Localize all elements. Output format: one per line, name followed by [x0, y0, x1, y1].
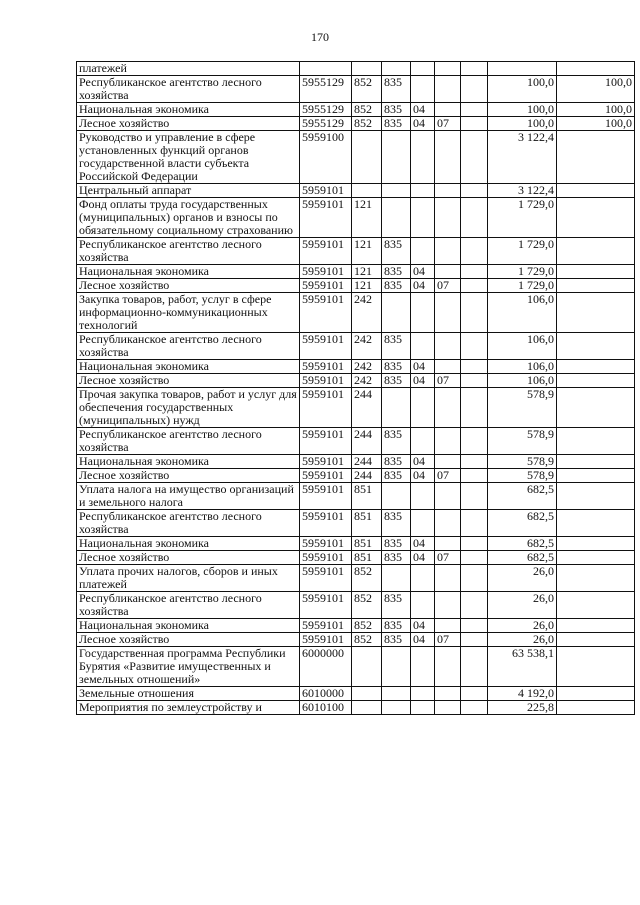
- expense-type-code-cell: 242: [352, 293, 382, 333]
- section-code-cell: 04: [411, 619, 435, 633]
- amount-secondary-cell: [557, 198, 635, 238]
- amount-cell: 578,9: [488, 428, 557, 455]
- target-article-code-cell: 5959100: [300, 131, 352, 184]
- section-code-cell: [411, 592, 435, 619]
- target-article-code-cell: 5959101: [300, 374, 352, 388]
- row-name-cell: Государственная программа Республики Бурятия «Развитие имущественных и земельных отношений»: [77, 647, 300, 687]
- amount-cell: 682,5: [488, 483, 557, 510]
- target-article-code-cell: 5959101: [300, 483, 352, 510]
- blank-cell: [461, 428, 488, 455]
- amount-secondary-cell: [557, 565, 635, 592]
- subsection-code-cell: 07: [435, 633, 461, 647]
- table-row: [77, 62, 635, 76]
- amount-cell: 1 729,0: [488, 279, 557, 293]
- target-article-code-cell: 5959101: [300, 565, 352, 592]
- subsection-code-cell: [435, 333, 461, 360]
- amount-secondary-cell: [557, 701, 635, 715]
- target-article-code-cell: 5959101: [300, 619, 352, 633]
- blank-cell: [461, 76, 488, 103]
- row-name-cell: Республиканское агентство лесного хозяйства: [77, 76, 300, 103]
- target-article-code-cell: 5959101: [300, 455, 352, 469]
- target-article-code-cell: 5959101: [300, 428, 352, 455]
- ministry-code-cell: 835: [382, 333, 411, 360]
- row-name-cell: Национальная экономика: [77, 455, 300, 469]
- row-name-cell: Национальная экономика: [77, 103, 300, 117]
- amount-secondary-cell: [557, 293, 635, 333]
- subsection-code-cell: [435, 388, 461, 428]
- row-name-cell: Закупка товаров, работ, услуг в сфере информационно-коммуникационных технологий: [77, 293, 300, 333]
- expense-type-code-cell: 851: [352, 483, 382, 510]
- blank-cell: [461, 510, 488, 537]
- target-article-code-cell: 5959101: [300, 198, 352, 238]
- subsection-code-cell: [435, 687, 461, 701]
- blank-cell: [461, 360, 488, 374]
- subsection-code-cell: [435, 647, 461, 687]
- expense-type-code-cell: 242: [352, 333, 382, 360]
- row-name-cell: Лесное хозяйство: [77, 374, 300, 388]
- table-row: [77, 483, 635, 510]
- ministry-code-cell: 835: [382, 428, 411, 455]
- amount-secondary-cell: 100,0: [557, 76, 635, 103]
- ministry-code-cell: [382, 687, 411, 701]
- expense-type-code-cell: [352, 647, 382, 687]
- blank-cell: [461, 103, 488, 117]
- section-code-cell: [411, 687, 435, 701]
- ministry-code-cell: 835: [382, 279, 411, 293]
- expense-type-code-cell: 852: [352, 117, 382, 131]
- amount-cell: 1 729,0: [488, 265, 557, 279]
- subsection-code-cell: 07: [435, 469, 461, 483]
- expense-type-code-cell: 242: [352, 360, 382, 374]
- subsection-code-cell: 07: [435, 279, 461, 293]
- ministry-code-cell: [382, 388, 411, 428]
- expense-type-code-cell: [352, 131, 382, 184]
- ministry-code-cell: 835: [382, 265, 411, 279]
- amount-cell: 225,8: [488, 701, 557, 715]
- section-code-cell: [411, 510, 435, 537]
- row-name-cell: Лесное хозяйство: [77, 469, 300, 483]
- section-code-cell: 04: [411, 469, 435, 483]
- amount-cell: 3 122,4: [488, 184, 557, 198]
- amount-cell: 100,0: [488, 103, 557, 117]
- subsection-code-cell: [435, 483, 461, 510]
- table-row: [77, 428, 635, 455]
- ministry-code-cell: [382, 647, 411, 687]
- table-row: [77, 551, 635, 565]
- subsection-code-cell: [435, 238, 461, 265]
- table-row: [77, 510, 635, 537]
- section-code-cell: 04: [411, 374, 435, 388]
- expense-type-code-cell: 121: [352, 238, 382, 265]
- table-row: [77, 592, 635, 619]
- target-article-code-cell: 5955129: [300, 76, 352, 103]
- row-name-cell: Национальная экономика: [77, 619, 300, 633]
- blank-cell: [461, 551, 488, 565]
- subsection-code-cell: [435, 537, 461, 551]
- subsection-code-cell: [435, 62, 461, 76]
- row-name-cell: Республиканское агентство лесного хозяйства: [77, 428, 300, 455]
- section-code-cell: 04: [411, 633, 435, 647]
- row-name-cell: Уплата налога на имущество организаций и земельного налога: [77, 483, 300, 510]
- section-code-cell: [411, 238, 435, 265]
- expense-type-code-cell: [352, 184, 382, 198]
- expense-type-code-cell: 852: [352, 633, 382, 647]
- amount-secondary-cell: [557, 619, 635, 633]
- amount-cell: 106,0: [488, 360, 557, 374]
- target-article-code-cell: 5959101: [300, 510, 352, 537]
- blank-cell: [461, 374, 488, 388]
- ministry-code-cell: 835: [382, 510, 411, 537]
- target-article-code-cell: 6010000: [300, 687, 352, 701]
- subsection-code-cell: [435, 131, 461, 184]
- amount-secondary-cell: [557, 647, 635, 687]
- target-article-code-cell: 5959101: [300, 537, 352, 551]
- ministry-code-cell: 835: [382, 551, 411, 565]
- amount-cell: 26,0: [488, 633, 557, 647]
- row-name-cell: Республиканское агентство лесного хозяйства: [77, 333, 300, 360]
- table-row: [77, 333, 635, 360]
- section-code-cell: [411, 701, 435, 715]
- row-name-cell: Лесное хозяйство: [77, 117, 300, 131]
- expense-type-code-cell: 244: [352, 428, 382, 455]
- row-name-cell: Республиканское агентство лесного хозяйства: [77, 238, 300, 265]
- table-row: [77, 455, 635, 469]
- amount-cell: 578,9: [488, 455, 557, 469]
- amount-secondary-cell: [557, 551, 635, 565]
- amount-cell: 578,9: [488, 469, 557, 483]
- table-row: [77, 687, 635, 701]
- target-article-code-cell: 5959101: [300, 265, 352, 279]
- amount-cell: [488, 62, 557, 76]
- subsection-code-cell: [435, 428, 461, 455]
- subsection-code-cell: [435, 592, 461, 619]
- section-code-cell: [411, 184, 435, 198]
- subsection-code-cell: 07: [435, 117, 461, 131]
- expense-type-code-cell: 851: [352, 510, 382, 537]
- ministry-code-cell: [382, 62, 411, 76]
- blank-cell: [461, 198, 488, 238]
- ministry-code-cell: 835: [382, 619, 411, 633]
- row-name-cell: платежей: [77, 62, 300, 76]
- blank-cell: [461, 131, 488, 184]
- row-name-cell: Национальная экономика: [77, 537, 300, 551]
- expense-type-code-cell: 852: [352, 103, 382, 117]
- row-name-cell: Мероприятия по землеустройству и: [77, 701, 300, 715]
- section-code-cell: [411, 428, 435, 455]
- blank-cell: [461, 117, 488, 131]
- subsection-code-cell: 07: [435, 374, 461, 388]
- expense-type-code-cell: [352, 701, 382, 715]
- table-row: [77, 238, 635, 265]
- target-article-code-cell: [300, 62, 352, 76]
- target-article-code-cell: 5959101: [300, 184, 352, 198]
- amount-cell: 4 192,0: [488, 687, 557, 701]
- ministry-code-cell: 835: [382, 103, 411, 117]
- amount-cell: 1 729,0: [488, 198, 557, 238]
- target-article-code-cell: 6000000: [300, 647, 352, 687]
- amount-secondary-cell: [557, 510, 635, 537]
- blank-cell: [461, 619, 488, 633]
- table-row: [77, 360, 635, 374]
- section-code-cell: 04: [411, 103, 435, 117]
- ministry-code-cell: [382, 184, 411, 198]
- table-row: [77, 469, 635, 483]
- section-code-cell: 04: [411, 551, 435, 565]
- target-article-code-cell: 5959101: [300, 333, 352, 360]
- amount-secondary-cell: [557, 238, 635, 265]
- ministry-code-cell: 835: [382, 374, 411, 388]
- amount-cell: 106,0: [488, 293, 557, 333]
- row-name-cell: Уплата прочих налогов, сборов и иных платежей: [77, 565, 300, 592]
- table-row: [77, 374, 635, 388]
- blank-cell: [461, 647, 488, 687]
- ministry-code-cell: [382, 293, 411, 333]
- section-code-cell: [411, 293, 435, 333]
- target-article-code-cell: 5959101: [300, 469, 352, 483]
- target-article-code-cell: 6010100: [300, 701, 352, 715]
- table-row: [77, 647, 635, 687]
- budget-table: [76, 61, 635, 715]
- row-name-cell: Центральный аппарат: [77, 184, 300, 198]
- blank-cell: [461, 687, 488, 701]
- row-name-cell: Лесное хозяйство: [77, 279, 300, 293]
- amount-cell: 682,5: [488, 537, 557, 551]
- blank-cell: [461, 388, 488, 428]
- subsection-code-cell: [435, 184, 461, 198]
- ministry-code-cell: 835: [382, 633, 411, 647]
- table-row: [77, 388, 635, 428]
- amount-cell: 100,0: [488, 117, 557, 131]
- subsection-code-cell: 07: [435, 551, 461, 565]
- amount-cell: 3 122,4: [488, 131, 557, 184]
- expense-type-code-cell: [352, 62, 382, 76]
- expense-type-code-cell: 851: [352, 537, 382, 551]
- subsection-code-cell: [435, 360, 461, 374]
- amount-secondary-cell: [557, 469, 635, 483]
- amount-secondary-cell: [557, 333, 635, 360]
- row-name-cell: Лесное хозяйство: [77, 551, 300, 565]
- section-code-cell: 04: [411, 455, 435, 469]
- table-row: [77, 701, 635, 715]
- ministry-code-cell: 835: [382, 455, 411, 469]
- target-article-code-cell: 5959101: [300, 633, 352, 647]
- amount-secondary-cell: [557, 428, 635, 455]
- ministry-code-cell: [382, 131, 411, 184]
- subsection-code-cell: [435, 510, 461, 537]
- section-code-cell: [411, 388, 435, 428]
- expense-type-code-cell: 244: [352, 388, 382, 428]
- table-row: [77, 198, 635, 238]
- ministry-code-cell: [382, 701, 411, 715]
- table-row: [77, 76, 635, 103]
- section-code-cell: [411, 565, 435, 592]
- ministry-code-cell: [382, 483, 411, 510]
- amount-cell: 682,5: [488, 510, 557, 537]
- section-code-cell: [411, 131, 435, 184]
- blank-cell: [461, 184, 488, 198]
- row-name-cell: Республиканское агентство лесного хозяйства: [77, 592, 300, 619]
- blank-cell: [461, 565, 488, 592]
- amount-cell: 682,5: [488, 551, 557, 565]
- target-article-code-cell: 5959101: [300, 279, 352, 293]
- amount-cell: 26,0: [488, 619, 557, 633]
- subsection-code-cell: [435, 701, 461, 715]
- ministry-code-cell: [382, 198, 411, 238]
- target-article-code-cell: 5959101: [300, 551, 352, 565]
- expense-type-code-cell: 852: [352, 76, 382, 103]
- amount-secondary-cell: [557, 265, 635, 279]
- blank-cell: [461, 633, 488, 647]
- expense-type-code-cell: 851: [352, 551, 382, 565]
- blank-cell: [461, 293, 488, 333]
- blank-cell: [461, 537, 488, 551]
- section-code-cell: 04: [411, 117, 435, 131]
- table-row: [77, 619, 635, 633]
- expense-type-code-cell: 244: [352, 469, 382, 483]
- table-row: [77, 184, 635, 198]
- amount-cell: 63 538,1: [488, 647, 557, 687]
- subsection-code-cell: [435, 565, 461, 592]
- section-code-cell: [411, 62, 435, 76]
- row-name-cell: Национальная экономика: [77, 360, 300, 374]
- amount-cell: 100,0: [488, 76, 557, 103]
- amount-secondary-cell: [557, 455, 635, 469]
- blank-cell: [461, 469, 488, 483]
- blank-cell: [461, 279, 488, 293]
- blank-cell: [461, 701, 488, 715]
- target-article-code-cell: 5959101: [300, 238, 352, 265]
- row-name-cell: Фонд оплаты труда государственных (муниципальных) органов и взносы по обязательному социальному страхованию: [77, 198, 300, 238]
- subsection-code-cell: [435, 293, 461, 333]
- section-code-cell: [411, 483, 435, 510]
- subsection-code-cell: [435, 619, 461, 633]
- ministry-code-cell: 835: [382, 117, 411, 131]
- table-row: [77, 265, 635, 279]
- blank-cell: [461, 333, 488, 360]
- expense-type-code-cell: 242: [352, 374, 382, 388]
- subsection-code-cell: [435, 198, 461, 238]
- amount-secondary-cell: 100,0: [557, 117, 635, 131]
- table-row: [77, 279, 635, 293]
- page-number: 170: [311, 30, 329, 44]
- expense-type-code-cell: 121: [352, 279, 382, 293]
- expense-type-code-cell: 121: [352, 265, 382, 279]
- target-article-code-cell: 5959101: [300, 388, 352, 428]
- amount-secondary-cell: [557, 633, 635, 647]
- amount-secondary-cell: [557, 592, 635, 619]
- amount-secondary-cell: [557, 374, 635, 388]
- amount-secondary-cell: [557, 131, 635, 184]
- blank-cell: [461, 483, 488, 510]
- target-article-code-cell: 5959101: [300, 592, 352, 619]
- amount-cell: 26,0: [488, 565, 557, 592]
- amount-secondary-cell: [557, 388, 635, 428]
- expense-type-code-cell: 852: [352, 565, 382, 592]
- target-article-code-cell: 5959101: [300, 360, 352, 374]
- expense-type-code-cell: 121: [352, 198, 382, 238]
- row-name-cell: Республиканское агентство лесного хозяйства: [77, 510, 300, 537]
- amount-secondary-cell: [557, 184, 635, 198]
- ministry-code-cell: 835: [382, 360, 411, 374]
- section-code-cell: [411, 76, 435, 103]
- table-row: [77, 633, 635, 647]
- amount-cell: 106,0: [488, 333, 557, 360]
- amount-secondary-cell: [557, 279, 635, 293]
- table-row: [77, 103, 635, 117]
- ministry-code-cell: 835: [382, 238, 411, 265]
- row-name-cell: Земельные отношения: [77, 687, 300, 701]
- ministry-code-cell: [382, 565, 411, 592]
- target-article-code-cell: 5955129: [300, 117, 352, 131]
- subsection-code-cell: [435, 455, 461, 469]
- expense-type-code-cell: 852: [352, 592, 382, 619]
- blank-cell: [461, 238, 488, 265]
- section-code-cell: [411, 647, 435, 687]
- amount-cell: 106,0: [488, 374, 557, 388]
- amount-secondary-cell: [557, 537, 635, 551]
- amount-secondary-cell: 100,0: [557, 103, 635, 117]
- amount-secondary-cell: [557, 483, 635, 510]
- amount-secondary-cell: [557, 62, 635, 76]
- blank-cell: [461, 62, 488, 76]
- amount-secondary-cell: [557, 687, 635, 701]
- blank-cell: [461, 265, 488, 279]
- budget-table-body: [77, 62, 635, 715]
- amount-cell: 578,9: [488, 388, 557, 428]
- section-code-cell: 04: [411, 360, 435, 374]
- section-code-cell: 04: [411, 537, 435, 551]
- amount-cell: 26,0: [488, 592, 557, 619]
- ministry-code-cell: 835: [382, 76, 411, 103]
- blank-cell: [461, 455, 488, 469]
- section-code-cell: 04: [411, 265, 435, 279]
- ministry-code-cell: 835: [382, 537, 411, 551]
- section-code-cell: 04: [411, 279, 435, 293]
- subsection-code-cell: [435, 103, 461, 117]
- table-row: [77, 131, 635, 184]
- row-name-cell: Национальная экономика: [77, 265, 300, 279]
- expense-type-code-cell: 852: [352, 619, 382, 633]
- amount-cell: 1 729,0: [488, 238, 557, 265]
- target-article-code-cell: 5959101: [300, 293, 352, 333]
- amount-secondary-cell: [557, 360, 635, 374]
- row-name-cell: Прочая закупка товаров, работ и услуг для обеспечения государственных (муниципальных) нужд: [77, 388, 300, 428]
- subsection-code-cell: [435, 76, 461, 103]
- row-name-cell: Руководство и управление в сфере установленных функций органов государственной власти субъекта Российской Федерации: [77, 131, 300, 184]
- expense-type-code-cell: 244: [352, 455, 382, 469]
- blank-cell: [461, 592, 488, 619]
- section-code-cell: [411, 333, 435, 360]
- ministry-code-cell: 835: [382, 592, 411, 619]
- target-article-code-cell: 5955129: [300, 103, 352, 117]
- section-code-cell: [411, 198, 435, 238]
- expense-type-code-cell: [352, 687, 382, 701]
- table-row: [77, 537, 635, 551]
- subsection-code-cell: [435, 265, 461, 279]
- row-name-cell: Лесное хозяйство: [77, 633, 300, 647]
- table-row: [77, 293, 635, 333]
- ministry-code-cell: 835: [382, 469, 411, 483]
- table-row: [77, 117, 635, 131]
- table-row: [77, 565, 635, 592]
